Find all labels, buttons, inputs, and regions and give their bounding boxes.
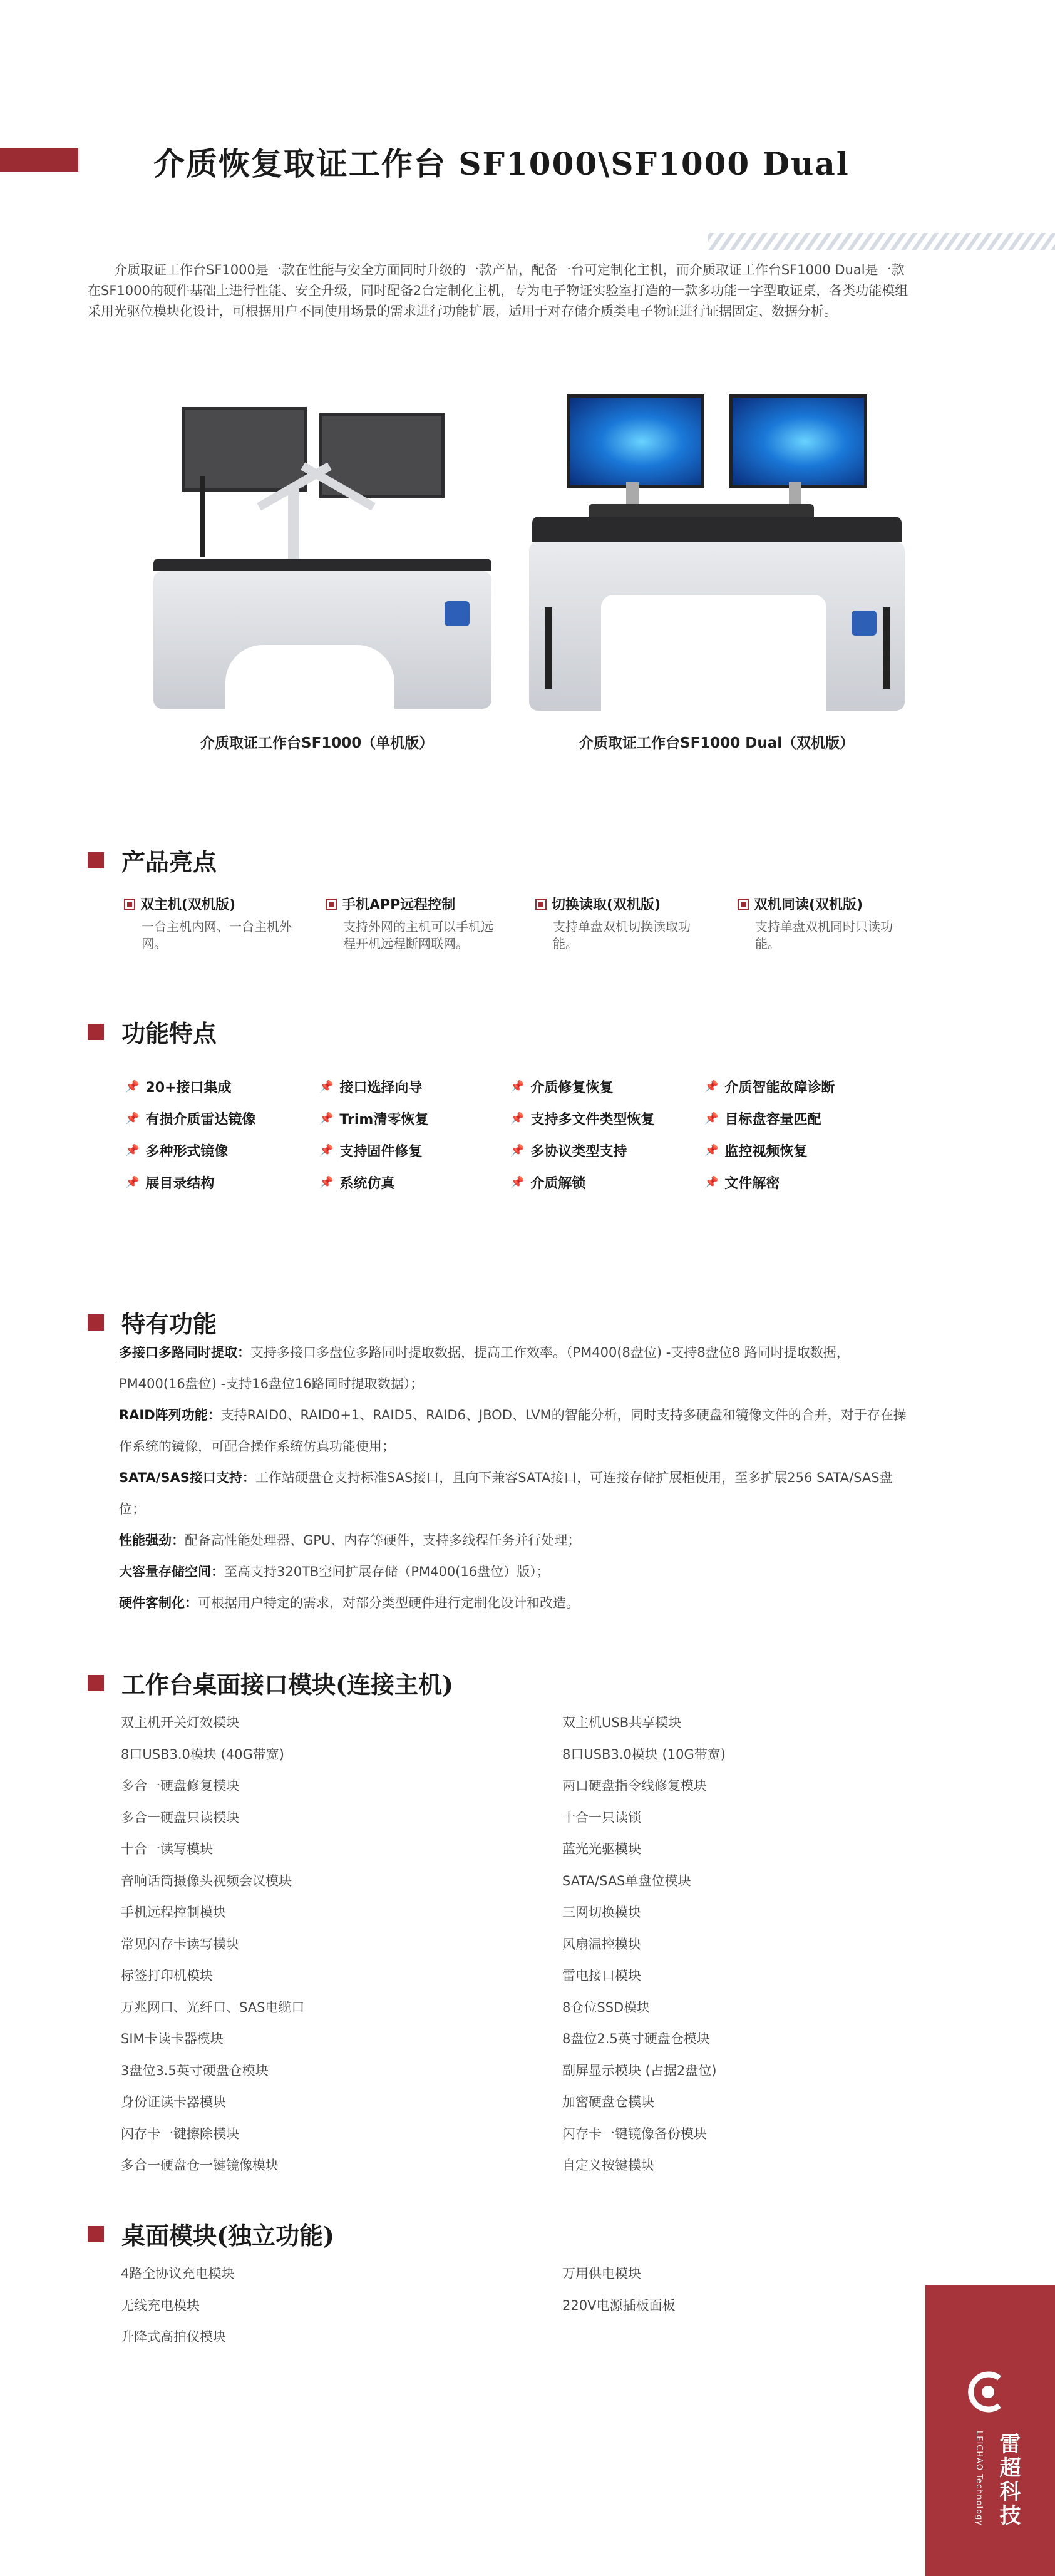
- feature-item: 📌 介质解锁: [510, 1176, 586, 1192]
- module-item: 8口USB3.0模块 (40G带宽): [121, 1746, 284, 1762]
- section-desk-modules: [88, 2217, 334, 2251]
- pin-icon: 📌: [319, 1080, 334, 1093]
- product-image-sf1000-dual: [526, 388, 908, 720]
- module-item: 常见闪存卡读写模块: [121, 1936, 239, 1952]
- special-item: 硬件客制化：可根据用户特定的需求，对部分类型硬件进行定制化设计和改造。: [119, 1595, 579, 1610]
- feature-item: 📌 支持多文件类型恢复: [510, 1112, 655, 1128]
- section-title: 桌面模块(独立功能): [121, 2222, 334, 2250]
- section-desk-interfaces: [88, 1666, 453, 1700]
- feature-item: 📌 接口选择向导: [319, 1080, 423, 1096]
- module-item: 4路全协议充电模块: [121, 2266, 235, 2281]
- title-accent-bar: [0, 148, 78, 172]
- module-item: 闪存卡一键镜像备份模块: [562, 2126, 707, 2141]
- module-item: 220V电源插板面板: [562, 2297, 676, 2313]
- logo-icon: [445, 601, 470, 626]
- section-title: 产品亮点: [121, 848, 217, 876]
- intro-paragraph: 介质取证工作台SF1000是一款在性能与安全方面同时升级的一款产品，配备一台可定制化主机，而介质取证工作台SF1000 Dual是一款在SF1000的硬件基础上进行性能、安全升级，同时配备2台定制化主机，专为电子物证实验室打造的一款多功能一字型取证桌，各类功能模组采用光驱位模块化设计，可根据用户不同使用场景的需求进行功能扩展，适用于对存储介质类电子物证进行证据固定、数据分析。: [88, 262, 908, 319]
- pin-icon: 📌: [510, 1112, 525, 1125]
- section-title: 工作台桌面接口模块(连接主机): [121, 1671, 453, 1699]
- module-item: 加密硬盘仓模块: [562, 2094, 654, 2110]
- brand-block: [925, 2285, 1055, 2576]
- module-item: 两口硬盘指令线修复模块: [562, 1778, 707, 1793]
- pin-icon: 📌: [704, 1112, 719, 1125]
- section-square-icon: [88, 852, 104, 868]
- checkbox-icon: [124, 899, 135, 910]
- brand-en: LEICHAO Technology: [974, 2431, 984, 2526]
- decorative-stripes: [708, 233, 1055, 250]
- pin-icon: 📌: [319, 1144, 334, 1157]
- monitor-right: [729, 394, 867, 488]
- feature-item: 📌 系统仿真: [319, 1176, 395, 1192]
- module-item: 自定义按键模块: [562, 2158, 654, 2173]
- module-item: 双主机开关灯效模块: [121, 1715, 239, 1730]
- feature-item: 📌 多种形式镜像: [125, 1144, 229, 1160]
- feature-item: 📌 20+接口集成: [125, 1080, 232, 1096]
- feature-item: 📌 目标盘容量匹配: [704, 1112, 821, 1128]
- monitor-left: [567, 394, 704, 488]
- special-list: [119, 1337, 908, 1619]
- section-highlights: [88, 843, 217, 877]
- page-title: 介质恢复取证工作台 SF1000\SF1000 Dual: [153, 145, 850, 182]
- section-features: [88, 1014, 217, 1049]
- module-item: 双主机USB共享模块: [562, 1715, 682, 1730]
- module-item: 3盘位3.5英寸硬盘仓模块: [121, 2063, 269, 2078]
- product-image-sf1000: [150, 394, 501, 720]
- highlight-item: 双主机(双机版) 一台主机内网、一台主机外网。: [124, 894, 306, 952]
- module-item: 十合一读写模块: [121, 1842, 213, 1857]
- section-square-icon: [88, 1675, 104, 1691]
- special-item: 大容量存储空间：至高支持320TB空间扩展存储（PM400(16盘位）版）；: [119, 1564, 550, 1579]
- module-item: 8口USB3.0模块 (10G带宽): [562, 1746, 726, 1762]
- feature-item: 📌 介质修复恢复: [510, 1080, 614, 1096]
- pin-icon: 📌: [125, 1112, 140, 1125]
- feature-item: 📌 Trim清零恢复: [319, 1112, 429, 1128]
- pin-icon: 📌: [704, 1176, 719, 1189]
- checkbox-icon: [326, 899, 337, 910]
- module-item: 闪存卡一键擦除模块: [121, 2126, 239, 2141]
- checkbox-icon: [738, 899, 749, 910]
- module-item: 无线充电模块: [121, 2297, 200, 2313]
- module-item: 三网切换模块: [562, 1905, 641, 1920]
- module-item: 万用供电模块: [562, 2266, 641, 2281]
- module-item: 身份证读卡器模块: [121, 2094, 226, 2110]
- module-item: 标签打印机模块: [121, 1968, 213, 1983]
- pin-icon: 📌: [319, 1176, 334, 1189]
- pin-icon: 📌: [319, 1112, 334, 1125]
- module-item: 万兆网口、光纤口、SAS电缆口: [121, 1999, 305, 2015]
- feature-item: 📌 文件解密: [704, 1176, 780, 1192]
- special-item: 性能强劲：配备高性能处理器、GPU、内存等硬件，支持多线程任务并行处理；: [119, 1533, 581, 1548]
- module-item: 蓝光光驱模块: [562, 1842, 641, 1857]
- special-item: SATA/SAS接口支持：工作站硬盘仓支持标准SAS接口，且向下兼容SATA接口，可连接存储扩展柜使用，至多扩展256 SATA/SAS盘位；: [119, 1470, 893, 1517]
- section-title: 特有功能: [121, 1310, 217, 1338]
- module-item: 音响话筒摄像头视频会议模块: [121, 1873, 292, 1888]
- pin-icon: 📌: [510, 1144, 525, 1157]
- product-caption-sf1000: 介质取证工作台SF1000（单机版）: [200, 735, 434, 751]
- brand-name: 雷超科技: [996, 2433, 1021, 2528]
- feature-item: 📌 介质智能故障诊断: [704, 1080, 835, 1096]
- highlight-item: 手机APP远程控制 支持外网的主机可以手机远程开机远程断网联网。: [326, 894, 507, 952]
- feature-item: 📌 有损介质雷达镜像: [125, 1112, 256, 1128]
- special-item: RAID阵列功能：支持RAID0、RAID0+1、RAID5、RAID6、JBOD、LVM的智能分析，同时支持多硬盘和镜像文件的合并，对于存在操作系统的镜像，可配合操作系统仿真功能使用；: [119, 1408, 907, 1454]
- pin-icon: 📌: [704, 1080, 719, 1093]
- highlight-item: 切换读取(双机版) 支持单盘双机切换读取功能。: [535, 894, 717, 952]
- pin-icon: 📌: [510, 1080, 525, 1093]
- product-caption-sf1000-dual: 介质取证工作台SF1000 Dual（双机版）: [579, 735, 855, 751]
- module-item: 多合一硬盘修复模块: [121, 1778, 239, 1793]
- pin-icon: 📌: [510, 1176, 525, 1189]
- feature-item: 📌 展目录结构: [125, 1176, 215, 1192]
- section-special: [88, 1305, 217, 1339]
- module-item: 副屏显示模块 (占据2盘位): [562, 2063, 717, 2078]
- pin-icon: 📌: [125, 1080, 140, 1093]
- section-square-icon: [88, 1024, 104, 1040]
- module-item: 多合一硬盘只读模块: [121, 1810, 239, 1825]
- module-item: 手机远程控制模块: [121, 1905, 226, 1920]
- module-item: 十合一只读锁: [562, 1810, 641, 1825]
- pin-icon: 📌: [125, 1144, 140, 1157]
- module-item: SATA/SAS单盘位模块: [562, 1873, 691, 1888]
- pin-icon: 📌: [704, 1144, 719, 1157]
- special-item: 多接口多路同时提取：支持多接口多盘位多路同时提取数据，提高工作效率。（PM400(8盘位) -支持8盘位8 路同时提取数据，PM400(16盘位) -支持16盘位16路同时提取数据）；: [119, 1345, 850, 1391]
- feature-item: 📌 多协议类型支持: [510, 1144, 627, 1160]
- feature-item: 📌 支持固件修复: [319, 1144, 423, 1160]
- logo-icon: [852, 611, 877, 636]
- pin-icon: 📌: [125, 1176, 140, 1189]
- module-item: 风扇温控模块: [562, 1936, 641, 1952]
- section-title: 功能特点: [121, 1019, 217, 1048]
- module-item: 升降式高拍仪模块: [121, 2329, 226, 2344]
- module-item: 雷电接口模块: [562, 1968, 641, 1983]
- module-item: SIM卡读卡器模块: [121, 2031, 224, 2046]
- checkbox-icon: [535, 899, 547, 910]
- brand-logo-icon: [963, 2367, 1013, 2417]
- feature-item: 📌 监控视频恢复: [704, 1144, 808, 1160]
- highlight-item: 双机同读(双机版) 支持单盘双机同时只读功能。: [738, 894, 919, 952]
- module-item: 多合一硬盘仓一键镜像模块: [121, 2158, 279, 2173]
- section-square-icon: [88, 2226, 104, 2242]
- module-item: 8仓位SSD模块: [562, 1999, 651, 2015]
- section-square-icon: [88, 1314, 104, 1331]
- module-item: 8盘位2.5英寸硬盘仓模块: [562, 2031, 710, 2046]
